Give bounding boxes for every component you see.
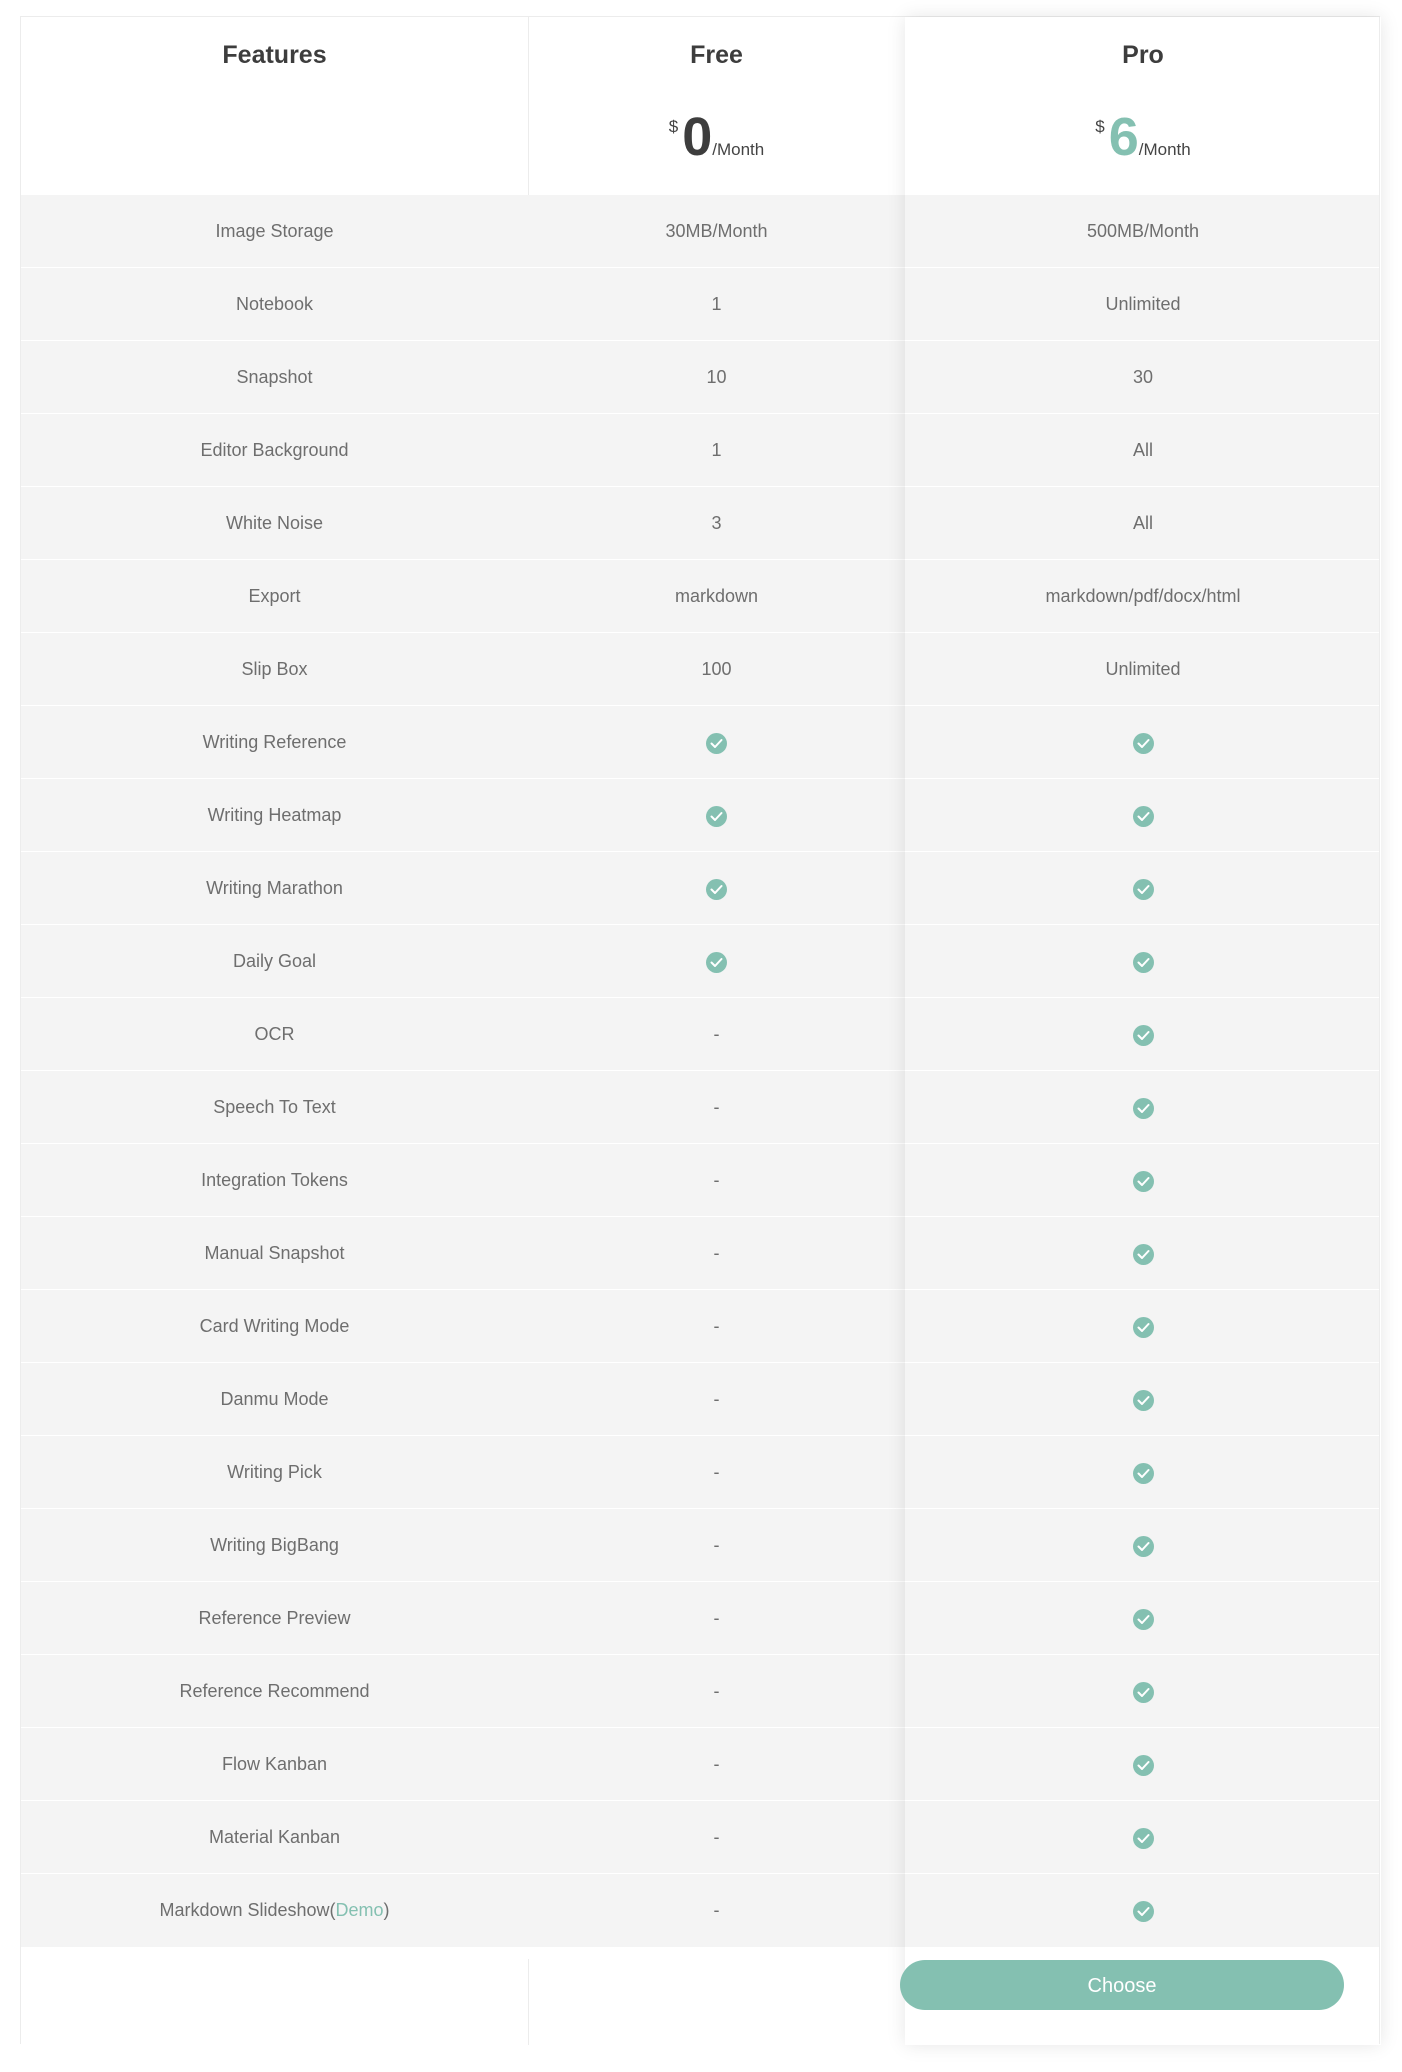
features-title: Features — [222, 41, 327, 69]
table-row — [21, 487, 1379, 560]
feature-name: OCR — [254, 1024, 295, 1044]
free-cell — [528, 706, 905, 779]
pricing-table — [20, 16, 1380, 2044]
feature-cell — [21, 633, 528, 706]
feature-value: - — [713, 1681, 720, 1701]
pro-cell — [905, 1071, 1381, 1144]
feature-name: Editor Background — [200, 440, 349, 460]
feature-cell — [21, 1801, 528, 1874]
pro-plan-title: Pro — [1122, 41, 1164, 69]
feature-value: 1 — [711, 294, 722, 314]
check-icon — [1133, 1682, 1154, 1703]
check-icon — [1133, 1536, 1154, 1557]
feature-name: Reference Recommend — [179, 1681, 370, 1701]
feature-cell — [21, 1509, 528, 1582]
feature-name: Slip Box — [241, 659, 308, 679]
free-cell — [528, 1071, 905, 1144]
pro-cell — [905, 1655, 1381, 1728]
table-row — [21, 1144, 1379, 1217]
table-row — [21, 560, 1379, 633]
free-cell — [528, 560, 905, 633]
pro-period: /Month — [1138, 140, 1191, 159]
feature-cell — [21, 1071, 528, 1144]
demo-link[interactable]: Demo — [335, 1900, 384, 1920]
feature-name: Notebook — [235, 294, 314, 314]
table-row — [21, 633, 1379, 706]
feature-value: - — [713, 1754, 720, 1774]
feature-cell — [21, 1728, 528, 1801]
check-icon — [1133, 1025, 1154, 1046]
free-cell — [528, 1144, 905, 1217]
table-row — [21, 268, 1379, 341]
check-icon — [1133, 879, 1154, 900]
feature-name: Writing BigBang — [210, 1535, 339, 1555]
feature-value: - — [713, 1608, 720, 1628]
feature-name: Speech To Text — [213, 1097, 336, 1117]
table-row — [21, 1801, 1379, 1874]
feature-value: 3 — [711, 513, 722, 533]
feature-value: - — [713, 1316, 720, 1336]
check-icon — [1133, 1755, 1154, 1776]
free-amount: 0 — [682, 107, 713, 167]
feature-value: - — [713, 1170, 720, 1190]
feature-name: Writing Reference — [202, 732, 347, 752]
pro-cell — [905, 1582, 1381, 1655]
feature-cell — [21, 779, 528, 852]
free-cell — [528, 414, 905, 487]
feature-value: All — [1132, 440, 1153, 460]
free-cell — [528, 1655, 905, 1728]
free-cell — [528, 925, 905, 998]
feature-value: 10 — [706, 367, 727, 387]
pro-cell — [905, 195, 1381, 268]
check-icon — [1133, 733, 1154, 754]
pro-cell — [905, 1144, 1381, 1217]
feature-name: Export — [248, 586, 301, 606]
feature-value: - — [713, 1535, 720, 1555]
feature-value: - — [713, 1389, 720, 1409]
free-cell — [528, 268, 905, 341]
check-icon — [1133, 1901, 1154, 1922]
pro-cell — [905, 1801, 1381, 1874]
pro-cell — [905, 268, 1381, 341]
feature-name: Markdown Slideshow — [159, 1900, 330, 1920]
check-icon — [1133, 1609, 1154, 1630]
feature-value: - — [713, 1243, 720, 1263]
feature-name: Writing Marathon — [206, 878, 343, 898]
pro-cell — [905, 852, 1381, 925]
feature-rows — [21, 195, 1379, 1947]
pro-cell — [905, 487, 1381, 560]
table-row — [21, 414, 1379, 487]
free-plan-title: Free — [690, 41, 743, 69]
feature-cell — [21, 268, 528, 341]
check-icon — [1133, 1244, 1154, 1265]
feature-value: - — [713, 1024, 720, 1044]
feature-name: Danmu Mode — [220, 1389, 329, 1409]
check-icon — [706, 952, 727, 973]
table-row — [21, 195, 1379, 268]
pro-currency: $ — [1095, 117, 1105, 136]
pro-cell — [905, 1290, 1381, 1363]
check-icon — [1133, 1828, 1154, 1849]
pro-cell — [905, 998, 1381, 1071]
table-row — [21, 1509, 1379, 1582]
feature-value: - — [713, 1462, 720, 1482]
feature-name: Writing Pick — [227, 1462, 322, 1482]
feature-name: Snapshot — [236, 367, 313, 387]
check-icon — [1133, 1463, 1154, 1484]
feature-name: Daily Goal — [232, 951, 317, 971]
free-cell — [528, 1290, 905, 1363]
free-cell — [528, 1874, 905, 1947]
feature-name: Image Storage — [215, 221, 334, 241]
check-icon — [1133, 1098, 1154, 1119]
free-cell — [528, 341, 905, 414]
feature-cell — [21, 925, 528, 998]
feature-value: markdown — [674, 586, 759, 606]
feature-value: 500MB/Month — [1086, 221, 1200, 241]
feature-value: Unlimited — [1105, 294, 1181, 314]
table-row — [21, 1728, 1379, 1801]
free-period: /Month — [712, 140, 765, 159]
feature-cell — [21, 1363, 528, 1436]
pro-cell — [905, 925, 1381, 998]
feature-name: Flow Kanban — [221, 1754, 328, 1774]
pro-amount: 6 — [1108, 107, 1139, 167]
pro-plan-price — [905, 109, 1381, 165]
pro-cell — [905, 779, 1381, 852]
check-icon — [706, 879, 727, 900]
feature-name: Integration Tokens — [201, 1170, 348, 1190]
feature-cell — [21, 1436, 528, 1509]
feature-value: - — [713, 1900, 720, 1920]
feature-cell — [21, 706, 528, 779]
features-header-cell — [21, 17, 528, 195]
column-divider — [528, 17, 529, 195]
table-row — [21, 852, 1379, 925]
feature-cell — [21, 1582, 528, 1655]
feature-cell — [21, 341, 528, 414]
table-row — [21, 925, 1379, 998]
free-cell — [528, 1509, 905, 1582]
free-cell — [528, 1801, 905, 1874]
table-row — [21, 1655, 1379, 1728]
column-divider — [528, 1959, 529, 2045]
pro-cell — [905, 706, 1381, 779]
feature-cell — [21, 998, 528, 1071]
pro-cell — [905, 1436, 1381, 1509]
table-row — [21, 1363, 1379, 1436]
feature-cell — [21, 487, 528, 560]
check-icon — [1133, 1171, 1154, 1192]
feature-cell — [21, 1144, 528, 1217]
feature-cell: Markdown Slideshow(Demo) — [159, 1900, 390, 1920]
feature-cell — [21, 1217, 528, 1290]
pro-cell — [905, 341, 1381, 414]
choose-pro-button[interactable]: Choose — [900, 1960, 1344, 2010]
feature-cell — [21, 1655, 528, 1728]
check-icon — [706, 733, 727, 754]
table-row — [21, 779, 1379, 852]
feature-cell — [21, 852, 528, 925]
feature-cell — [21, 195, 528, 268]
free-cell — [528, 487, 905, 560]
pro-cell — [905, 560, 1381, 633]
pricing-header — [21, 17, 1379, 195]
check-icon — [1133, 1317, 1154, 1338]
table-row — [21, 1874, 1379, 1947]
feature-value: All — [1132, 513, 1153, 533]
pro-cell — [905, 1363, 1381, 1436]
free-cell — [528, 1728, 905, 1801]
check-icon — [1133, 952, 1154, 973]
pro-cell — [905, 1728, 1381, 1801]
check-icon — [1133, 1390, 1154, 1411]
feature-name: Card Writing Mode — [199, 1316, 350, 1336]
free-cell — [528, 633, 905, 706]
feature-cell — [21, 1290, 528, 1363]
pro-plan-header — [905, 17, 1381, 195]
free-cell — [528, 1217, 905, 1290]
feature-value: 30 — [1132, 367, 1154, 387]
table-row — [21, 998, 1379, 1071]
pro-cell — [905, 1217, 1381, 1290]
feature-value: 1 — [711, 440, 722, 460]
free-cell — [528, 998, 905, 1071]
table-row — [21, 1217, 1379, 1290]
feature-value: - — [713, 1097, 720, 1117]
free-plan-price — [528, 109, 905, 165]
free-cell — [528, 1582, 905, 1655]
feature-cell — [21, 414, 528, 487]
free-cell — [528, 1363, 905, 1436]
table-row — [21, 1290, 1379, 1363]
pro-cell — [905, 633, 1381, 706]
free-cell — [528, 779, 905, 852]
table-row — [21, 706, 1379, 779]
table-row — [21, 1436, 1379, 1509]
pro-cell — [905, 1509, 1381, 1582]
feature-value: 30MB/Month — [665, 221, 768, 241]
feature-name: Material Kanban — [208, 1827, 341, 1847]
feature-value: Unlimited — [1105, 659, 1181, 679]
table-row — [21, 1071, 1379, 1144]
free-plan-header — [528, 17, 905, 195]
pro-cell — [905, 414, 1381, 487]
free-cell — [528, 195, 905, 268]
free-cell — [528, 852, 905, 925]
table-row — [21, 341, 1379, 414]
feature-name: White Noise — [225, 513, 324, 533]
free-currency: $ — [668, 117, 679, 136]
feature-name: Reference Preview — [198, 1608, 351, 1628]
table-row — [21, 1582, 1379, 1655]
feature-name: Manual Snapshot — [204, 1243, 345, 1263]
feature-value: 100 — [701, 659, 732, 679]
check-icon — [1133, 806, 1154, 827]
feature-cell — [21, 560, 528, 633]
feature-value: - — [713, 1827, 720, 1847]
pro-cell — [905, 1874, 1381, 1947]
free-cell — [528, 1436, 905, 1509]
check-icon — [706, 806, 727, 827]
feature-name: Writing Heatmap — [207, 805, 342, 825]
feature-value: markdown/pdf/docx/html — [1045, 586, 1241, 606]
